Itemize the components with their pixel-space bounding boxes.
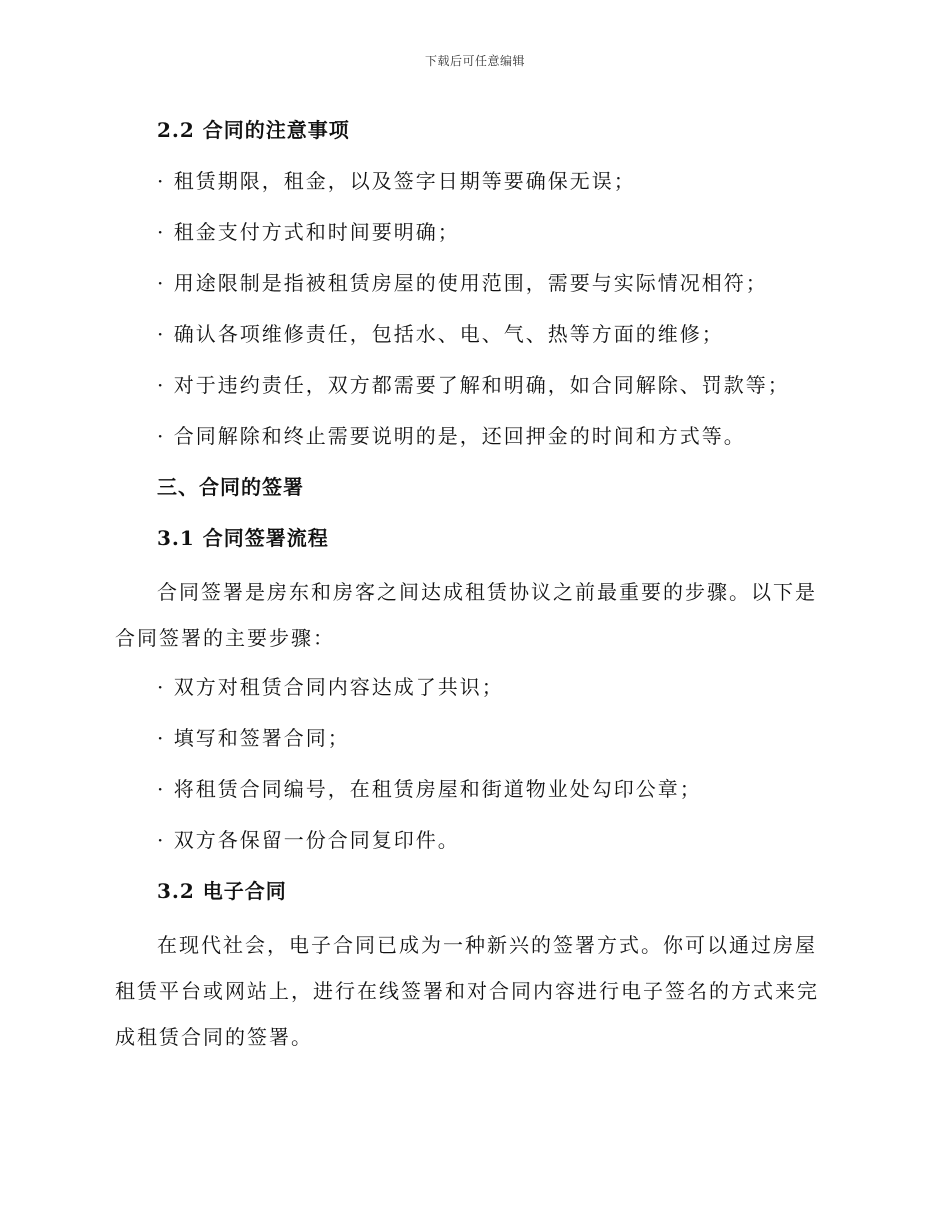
bullet-item: · 确认各项维修责任，包括水、电、气、热等方面的维修； — [157, 322, 724, 346]
paragraph-3-2: 在现代社会，电子合同已成为一种新兴的签署方式。你可以通过房屋租赁平台或网站上，进行在线签署和对合同内容进行电子签名的方式来完成租赁合同的签署。 — [115, 933, 819, 1049]
paragraph-3-1: 合同签署是房东和房客之间达成租赁协议之前最重要的步骤。以下是合同签署的主要步骤： — [115, 580, 817, 650]
bullet-item: · 双方各保留一份合同复印件。 — [157, 828, 460, 852]
bullet-item: · 双方对租赁合同内容达成了共识； — [157, 675, 504, 699]
bullet-item: · 租赁期限，租金，以及签字日期等要确保无误； — [157, 169, 636, 193]
document-body — [115, 110, 835, 1066]
header-note: 下载后可任意编辑 — [424, 54, 525, 68]
bullet-item: · 合同解除和终止需要说明的是，还回押金的时间和方式等。 — [157, 424, 746, 448]
bullet-item: · 租金支付方式和时间要明确； — [157, 220, 460, 244]
section-heading-3-1: 3.1 合同签署流程 — [157, 526, 329, 550]
bullet-item: · 用途限制是指被租赁房屋的使用范围，需要与实际情况相符； — [157, 271, 768, 295]
section-heading-3-2: 3.2 电子合同 — [157, 879, 287, 903]
bullet-item: · 填写和签署合同； — [157, 726, 350, 750]
section-heading-3: 三、合同的签署 — [157, 475, 304, 499]
bullet-item: · 将租赁合同编号，在租赁房屋和街道物业处勾印公章； — [157, 777, 702, 801]
section-heading-2-2: 2.2 合同的注意事项 — [157, 118, 350, 142]
bullet-item: · 对于违约责任，双方都需要了解和明确，如合同解除、罚款等； — [157, 373, 790, 397]
